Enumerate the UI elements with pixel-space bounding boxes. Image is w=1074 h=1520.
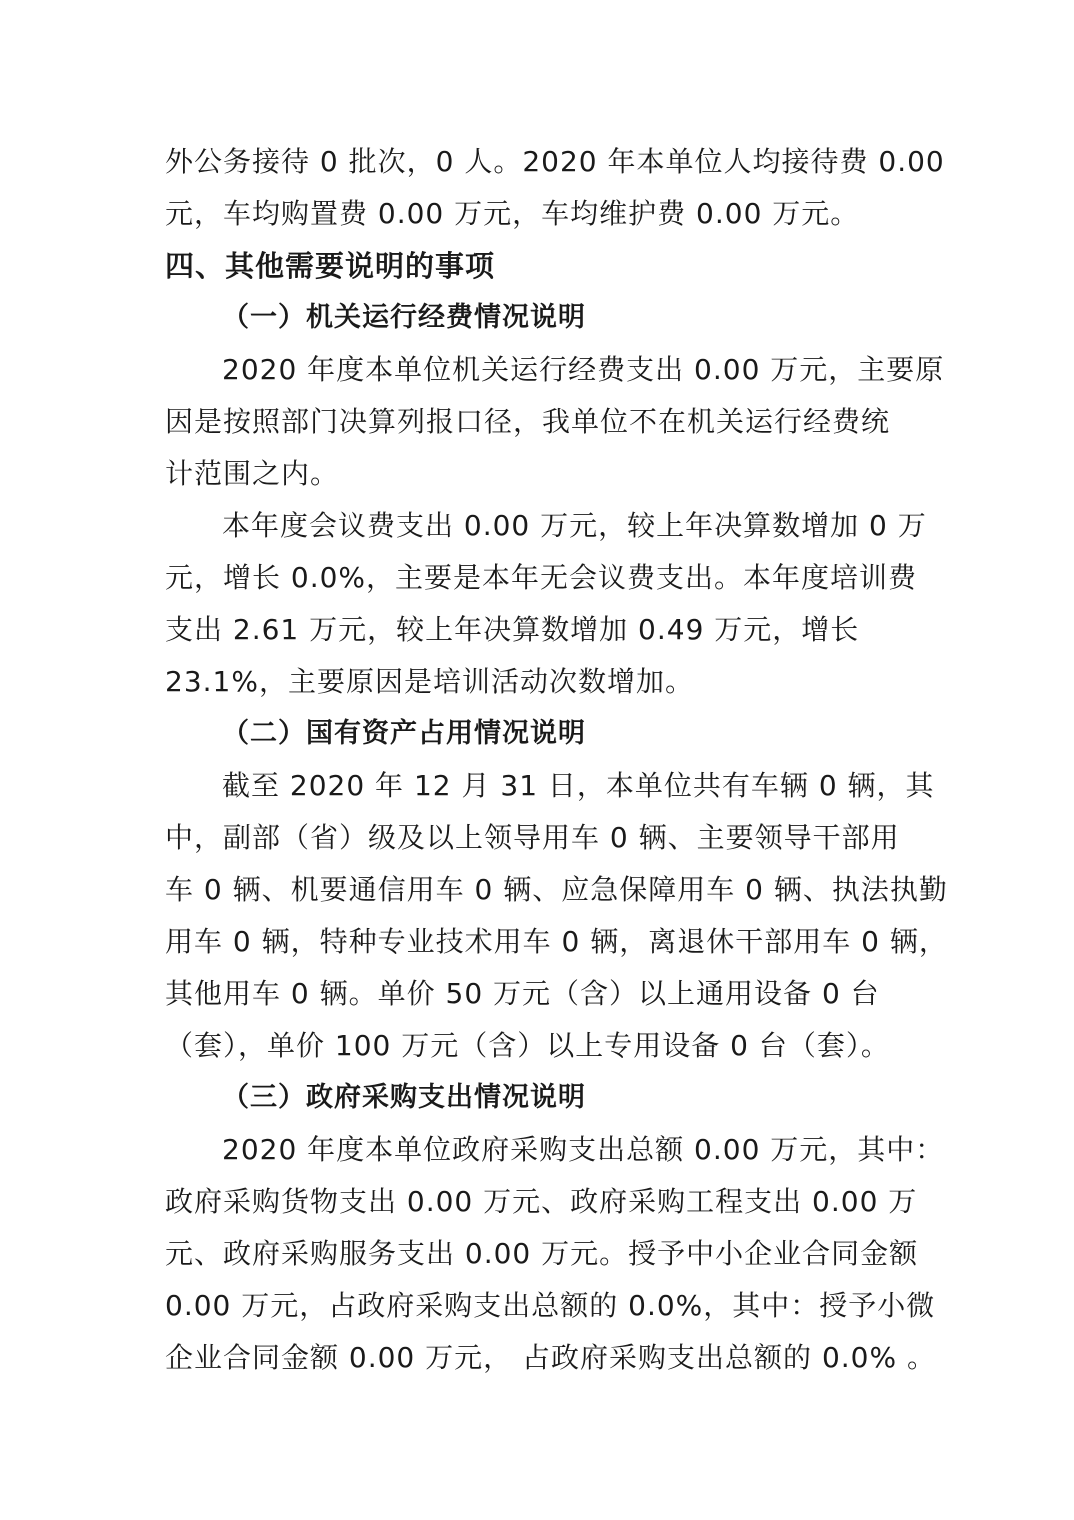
paragraph-line: 计范围之内。 [165,457,340,490]
paragraph-line: 本年度会议费支出 0.00 万元，较上年决算数增加 0 万 [222,509,927,542]
section-heading-4: 四、其他需要说明的事项 [165,249,496,283]
paragraph-line: 23.1%，主要原因是培训活动次数增加。 [165,665,694,698]
paragraph-line: 截至 2020 年 12 月 31 日，本单位共有车辆 0 辆，其 [222,769,935,802]
paragraph-line: 车 0 辆、机要通信用车 0 辆、应急保障用车 0 辆、执法执勤 [165,873,948,906]
paragraph-line: 元、政府采购服务支出 0.00 万元。授予中小企业合同金额 [165,1237,919,1270]
paragraph-line: 0.00 万元，占政府采购支出总额的 0.0%，其中：授予小微 [165,1289,936,1322]
paragraph-line: 中，副部（省）级及以上领导用车 0 辆、主要领导干部用 [165,821,900,854]
subsection-heading-3: （三）政府采购支出情况说明 [222,1082,586,1113]
paragraph-line: 2020 年度本单位政府采购支出总额 0.00 万元，其中： [222,1133,945,1166]
paragraph-line: （套），单价 100 万元（含）以上专用设备 0 台（套）。 [165,1029,890,1062]
paragraph-line: 用车 0 辆，特种专业技术用车 0 辆，离退休干部用车 0 辆， [165,925,948,958]
paragraph-line: 其他用车 0 辆。单价 50 万元（含）以上通用设备 0 台 [165,977,880,1010]
paragraph-line: 因是按照部门决算列报口径，我单位不在机关运行经费统 [165,405,891,438]
subsection-heading-2: （二）国有资产占用情况说明 [222,718,586,749]
paragraph-line: 外公务接待 0 批次，0 人。2020 年本单位人均接待费 0.00 [165,145,945,178]
paragraph-line: 企业合同金额 0.00 万元， 占政府采购支出总额的 0.0% 。 [165,1341,936,1374]
paragraph-line: 2020 年度本单位机关运行经费支出 0.00 万元，主要原 [222,353,945,386]
subsection-heading-1: （一）机关运行经费情况说明 [222,302,586,333]
paragraph-line: 支出 2.61 万元，较上年决算数增加 0.49 万元，增长 [165,613,860,646]
paragraph-line: 元，增长 0.0%，主要是本年无会议费支出。本年度培训费 [165,561,918,594]
paragraph-line: 元，车均购置费 0.00 万元，车均维护费 0.00 万元。 [165,197,860,230]
paragraph-line: 政府采购货物支出 0.00 万元、政府采购工程支出 0.00 万 [165,1185,918,1218]
